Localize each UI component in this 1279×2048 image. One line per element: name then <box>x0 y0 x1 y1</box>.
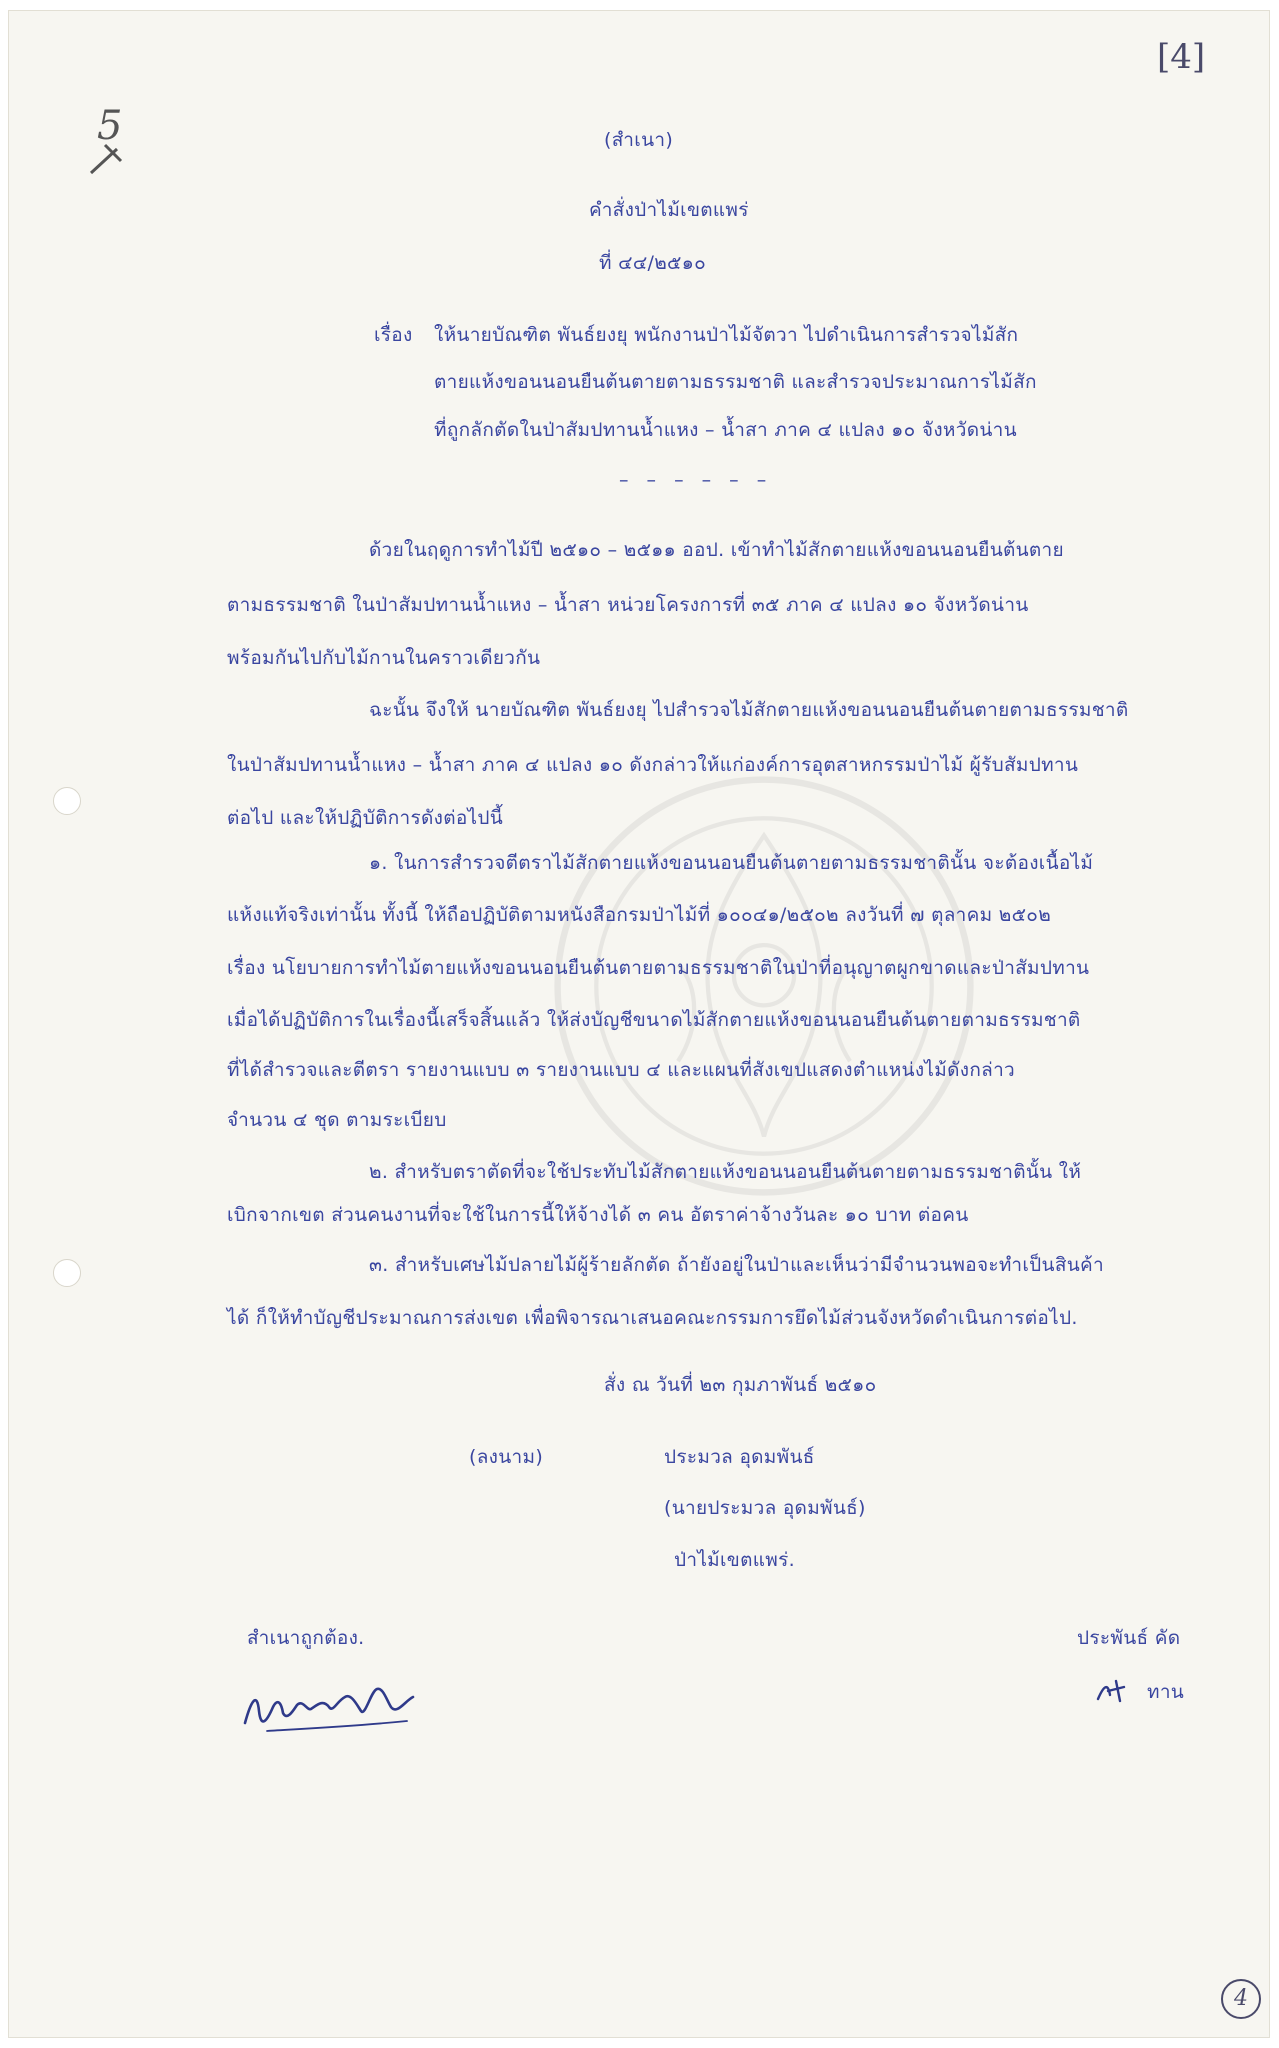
punch-hole-lower <box>53 1259 81 1287</box>
subject-line-1: ให้นายบัณฑิต พันธ์ยงยุ พนักงานป่าไม้จัตวา ไปดำเนินการสำรวจไม้สัก <box>434 324 1019 346</box>
checked-by: ทาน <box>1147 1681 1185 1703</box>
para2-line-1: ฉะนั้น จึงให้ นายบัณฑิต พันธ์ยงยุ ไปสำรวจไม้สักตายแห้งขอนนอนยืนต้นตายตามธรรมชาติ <box>369 699 1129 721</box>
item2-line-1: ๒. สำหรับตราตัดที่จะใช้ประทับไม้สักตายแห้งขอนนอนยืนต้นตายตามธรรมชาตินั้น ให้ <box>369 1161 1082 1183</box>
subject-line-2: ตายแห้งขอนนอนยืนต้นตายตามธรรมชาติ และสำรวจประมาณการไม้สัก <box>434 371 1037 393</box>
para2-line-2: ในป่าสัมปทานน้ำแหง – น้ำสา ภาค ๔ แปลง ๑๐ ดังกล่าวให้แก่องค์การอุตสาหกรรมป่าไม้ ผู้รับสัมปทาน <box>227 754 1079 776</box>
item1-line-4: เมื่อได้ปฏิบัติการในเรื่องนี้เสร็จสิ้นแล้ว ให้ส่งบัญชีขนาดไม้สักตายแห้งขอนนอนยืนต้นตายตามธรรมชาติ <box>227 1009 1081 1031</box>
item1-line-5: ที่ได้สำรวจและตีตรา รายงานแบบ ๓ รายงานแบบ ๔ และแผนที่สังเขปแสดงตำแหน่งไม้ดังกล่าว <box>227 1059 1016 1081</box>
item1-line-3: เรื่อง นโยบายการทำไม้ตายแห้งขอนนอนยืนต้นตายตามธรรมชาติในป่าที่อนุญาตผูกขาดและป่าสัมปทาน <box>227 957 1090 979</box>
signer-name: ประมวล อุดมพันธ์ <box>664 1446 815 1468</box>
subject-label: เรื่อง <box>374 324 413 346</box>
handwritten-signature <box>237 1671 427 1741</box>
signer-position: ป่าไม้เขตแพร่. <box>674 1549 795 1571</box>
order-number: ที่ ๔๔/๒๕๑๐ <box>599 252 706 274</box>
item2-line-2: เบิกจากเขต ส่วนคนงานที่จะใช้ในการนี้ให้จ้างได้ ๓ คน อัตราค่าจ้างวันละ ๑๐ บาท ต่อคน <box>227 1204 969 1226</box>
item3-line-1: ๓. สำหรับเศษไม้ปลายไม้ผู้ร้ายลักตัด ถ้ายังอยู่ในป่าและเห็นว่ามีจำนวนพอจะทำเป็นสินค้า <box>369 1254 1104 1276</box>
circled-page-number: 4 <box>1221 1979 1261 2019</box>
signed-label: (ลงนาม) <box>469 1446 544 1468</box>
item3-line-2: ได้ ก็ให้ทำบัญชีประมาณการส่งเขต เพื่อพิจารณาเสนอคณะกรรมการยึดไม้ส่วนจังหวัดดำเนินการต่อไป. <box>227 1307 1078 1329</box>
copy-label: (สำเนา) <box>604 129 674 151</box>
item1-line-2: แห้งแท้จริงเท่านั้น ทั้งนี้ ให้ถือปฏิบัติตามหนังสือกรมป่าไม้ที่ ๑๐๐๔๑/๒๕๐๒ ลงวันที่ ๗ ตุลาคม ๒๕๐๒ <box>227 904 1052 926</box>
punch-hole-upper <box>53 787 81 815</box>
para2-line-3: ต่อไป และให้ปฏิบัติการดังต่อไปนี้ <box>227 807 504 829</box>
para1-line-2: ตามธรรมชาติ ในป่าสัมปทานน้ำแหง – น้ำสา หน่วยโครงการที่ ๓๕ ภาค ๔ แปลง ๑๐ จังหวัดน่าน <box>227 594 1029 616</box>
para1-line-1: ด้วยในฤดูการทำไม้ปี ๒๕๑๐ – ๒๕๑๑ ออป. เข้าทำไม้สักตายแห้งขอนนอนยืนต้นตาย <box>369 539 1064 561</box>
para1-line-3: พร้อมกันไปกับไม้กานในคราวเดียวกัน <box>227 647 541 669</box>
subject-line-3: ที่ถูกลักตัดในป่าสัมปทานน้ำแหง – น้ำสา ภาค ๔ แปลง ๑๐ จังหวัดน่าน <box>434 419 1017 441</box>
pencil-tick-mark <box>87 139 127 179</box>
order-heading: คำสั่งป่าไม้เขตแพร่ <box>589 199 749 221</box>
document-page <box>8 10 1270 2038</box>
checker-initials <box>1094 1677 1130 1705</box>
certified-copy-label: สำเนาถูกต้อง. <box>247 1627 365 1649</box>
seal-watermark <box>549 771 979 1201</box>
typed-by: ประพันธ์ คัด <box>1077 1627 1181 1649</box>
item1-line-1: ๑. ในการสำรวจตีตราไม้สักตายแห้งขอนนอนยืนต้นตายตามธรรมชาตินั้น จะต้องเนื้อไม้ <box>369 852 1094 874</box>
item1-line-6: จำนวน ๔ ชุด ตามระเบียบ <box>227 1109 447 1131</box>
order-date: สั่ง ณ วันที่ ๒๓ กุมภาพันธ์ ๒๕๑๐ <box>604 1374 877 1396</box>
separator-line: – – – – – – <box>619 469 773 491</box>
handwritten-page-mark: 5 <box>97 103 123 149</box>
signer-name-parenthesized: (นายประมวล อุดมพันธ์) <box>664 1497 866 1519</box>
page-number-stamp: [4] <box>1157 37 1206 77</box>
